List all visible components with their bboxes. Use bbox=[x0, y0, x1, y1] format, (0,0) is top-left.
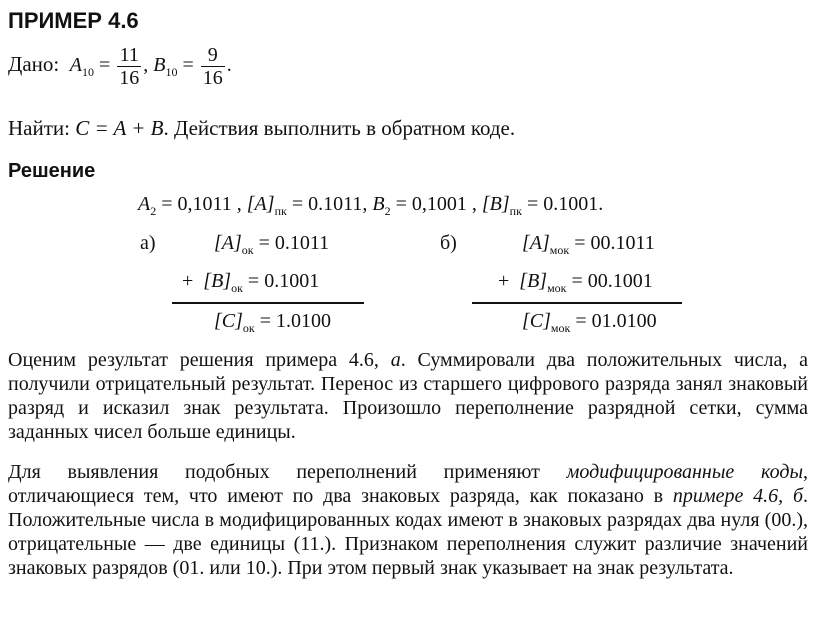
case-b-row1-value: = 00.1011 bbox=[574, 232, 655, 254]
given-a-den: 16 bbox=[119, 67, 140, 89]
paragraph-1-italic: а bbox=[390, 349, 401, 371]
case-b-label: б) bbox=[440, 232, 457, 254]
case-b-result-value: = 01.0100 bbox=[575, 310, 657, 332]
case-b-plus: + bbox=[498, 270, 510, 292]
paragraph-1-text-2: . Суммировали два положительных числа, а получили отрицательный результат. Перенос из старшего цифрового разряда занял знаковый разряд и исказил знак результата. Произошло переполнение разрядной сетки, сумма заданных чисел больше единицы. bbox=[8, 349, 809, 443]
case-a-row2-var: [B] bbox=[203, 270, 232, 292]
case-a-row1-var: [A] bbox=[214, 232, 242, 254]
case-b-result-sub: мок bbox=[550, 321, 571, 335]
case-b-row2-var: [B] bbox=[519, 270, 548, 292]
case-a-result-sub: ок bbox=[242, 321, 255, 335]
given-line bbox=[8, 44, 232, 89]
apk-var: [A] bbox=[246, 193, 275, 215]
case-a-result bbox=[214, 310, 331, 333]
paragraph-1-text-1: Оценим результат решения примера 4.6, bbox=[8, 349, 391, 371]
bpk-value: = 0.1001. bbox=[526, 193, 604, 215]
given-a: $A_{10}$ = $\frac{11}{16}$ , bbox=[69, 44, 154, 89]
paragraph-2-italic-2: примере 4.6, б bbox=[672, 485, 804, 507]
find-line bbox=[8, 116, 515, 141]
case-b-row1-sub: мок bbox=[549, 243, 570, 257]
b2-var: B bbox=[372, 193, 385, 215]
paragraph-2 bbox=[8, 460, 808, 580]
given-b: $B_{10}$ = $\frac{9}{16}$ . bbox=[153, 44, 232, 89]
given-a-fraction bbox=[117, 44, 141, 89]
given-b-var: B bbox=[153, 54, 166, 77]
case-b-row2-value: = 00.1001 bbox=[571, 270, 653, 292]
find-expr: C = A + B bbox=[75, 116, 164, 140]
given-b-fraction bbox=[201, 44, 225, 89]
find-label: Найти: bbox=[8, 116, 70, 140]
case-b-row2 bbox=[498, 270, 653, 293]
case-a-rule bbox=[172, 302, 364, 304]
given-a-sub: 10 bbox=[81, 65, 94, 80]
case-a-row2 bbox=[182, 270, 319, 293]
case-b-result-var: [C] bbox=[522, 310, 551, 332]
paragraph-2-text-3: . Положительные числа в модифицированных кодах имеют в знаковых разрядах два нуля (00.), отрицательные — две единицы (11.). Признаком переполнения служит различие значений знаковых разрядов (01. или 10.). При этом первый знак указывает на знак результата. bbox=[8, 485, 809, 579]
case-b-row1-var: [A] bbox=[522, 232, 550, 254]
case-b-row2-sub: мок bbox=[547, 281, 567, 295]
apk-sub: пк bbox=[274, 204, 287, 218]
conversion-line bbox=[138, 193, 603, 216]
case-b-rule bbox=[472, 302, 682, 304]
b2-sub: 2 bbox=[384, 204, 391, 218]
bpk-sub: пк bbox=[509, 204, 522, 218]
case-a-label: а) bbox=[140, 232, 156, 254]
case-a-row1-sub: ок bbox=[241, 243, 254, 257]
a2-sub: 2 bbox=[150, 204, 157, 218]
case-a-row2-sub: ок bbox=[231, 281, 243, 295]
case-a-plus: + bbox=[182, 270, 194, 292]
given-b-sub: 10 bbox=[165, 65, 178, 80]
case-b-row1 bbox=[522, 232, 655, 255]
paragraph-2-text-1: Для выявления подобных переполнений применяют bbox=[8, 461, 567, 483]
b2-value: = 0,1001 , bbox=[395, 193, 477, 215]
solution-label: Решение bbox=[8, 160, 96, 182]
a2-value: = 0,1011 , bbox=[161, 193, 242, 215]
apk-value: = 0.1011, bbox=[291, 193, 368, 215]
paragraph-2-italic-1: модифицированные коды bbox=[566, 461, 803, 483]
given-label: Дано: bbox=[8, 52, 60, 77]
given-a-var: A bbox=[69, 54, 82, 77]
paragraph-1 bbox=[8, 348, 808, 444]
case-b-result bbox=[522, 310, 657, 333]
case-a-row2-value: = 0.1001 bbox=[247, 270, 320, 292]
paragraph-2-text-2: , отличающиеся тем, что имеют по два знаковых разряда, как показано в bbox=[8, 461, 808, 507]
given-a-num: 11 bbox=[117, 44, 141, 67]
case-a-result-value: = 1.0100 bbox=[259, 310, 332, 332]
given-b-den: 16 bbox=[202, 67, 223, 89]
bpk-var: [B] bbox=[481, 193, 510, 215]
example-heading: ПРИМЕР 4.6 bbox=[8, 8, 139, 33]
find-rest: . Действия выполнить в обратном коде. bbox=[163, 116, 516, 140]
case-a-result-var: [C] bbox=[214, 310, 243, 332]
a2-var: A bbox=[138, 193, 151, 215]
case-a-row1-value: = 0.1011 bbox=[258, 232, 330, 254]
case-a-row1 bbox=[214, 232, 329, 255]
given-b-num: 9 bbox=[201, 44, 225, 67]
